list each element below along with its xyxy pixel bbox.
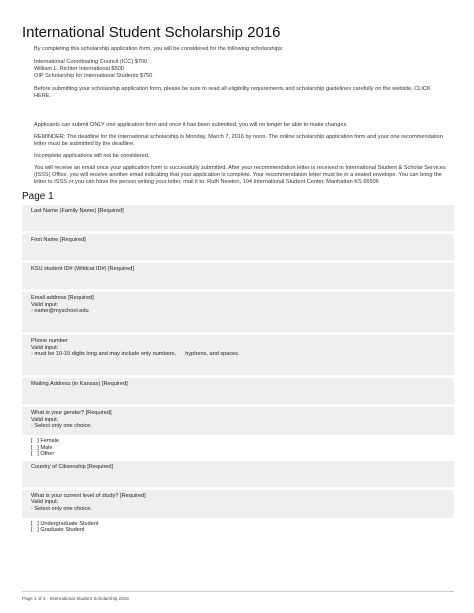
question-last-name[interactable] xyxy=(22,205,454,231)
question-label: Email address [Required] xyxy=(31,295,94,301)
incomplete-note: Incomplete applications will not be considered. xyxy=(34,153,150,159)
guidelines-text: Before submitting your scholarship application form, please be sure to read all eligibility requirements and scholarship guidelines carefully on the website, CLICK HERE. xyxy=(34,86,431,99)
question-mailing-address[interactable] xyxy=(22,378,454,404)
question-study-level[interactable] xyxy=(22,490,454,518)
section-heading: Page 1 xyxy=(22,191,54,202)
question-first-name[interactable] xyxy=(22,234,454,260)
question-email[interactable] xyxy=(22,292,454,332)
option-other[interactable]: [ ] Other xyxy=(31,451,55,458)
scholarship-item: International Coordinating Council (ICC) $700 xyxy=(34,59,148,65)
email-note: You will receive an email once your application form is successfully submitted. After your recommendation letter is received in International Student & Scholar Services (ISSS) Office, you will receive another email indicating that your application is complete. Your recommendation letter must be in a sealed envelope. You can bring the letter to ISSS or you can have the person writing your letter, mail it to: Ruth Newton, 104 International Student Center, Manhattan KS 66506 xyxy=(34,165,446,185)
question-label: Phone number xyxy=(31,338,68,344)
question-ksu-id[interactable] xyxy=(22,263,454,289)
intro-lead: By completing this scholarship application form, you will be considered for the following scholarships: xyxy=(34,46,284,52)
valid-input-label: Valid input: xyxy=(31,499,59,506)
question-phone[interactable] xyxy=(22,335,454,375)
question-label: Mailing Address (in Kansas) [Required] xyxy=(31,381,128,387)
question-citizenship[interactable] xyxy=(22,461,454,487)
question-label: Last Name (Family Name) [Required] xyxy=(31,208,124,214)
valid-input-label: Valid input: xyxy=(31,344,59,351)
question-label: What is your current level of study? [Required] xyxy=(31,492,146,499)
option-undergraduate[interactable]: [ ] Undergraduate Student xyxy=(31,520,99,527)
scholarship-item: OIP Scholarship for International Students $750 xyxy=(34,73,153,79)
only-one-note: Applicants can submit ONLY one application form and once it has been submitted, you will no longer be able to make changes. xyxy=(34,122,348,128)
question-label: Country of Citizenship [Required] xyxy=(31,463,114,470)
question-gender[interactable] xyxy=(22,407,454,435)
valid-input-label: Valid input: xyxy=(31,301,59,308)
option-female[interactable]: [ ] Female xyxy=(31,438,59,444)
valid-input-rule: - name@myschool.edu xyxy=(31,308,89,315)
reminder-note: REMINDER: The deadline for the international scholarship is Monday, March 7, 2016 by noon. The online scholarship application form and your one recommendation letter must be submitted by the deadline. xyxy=(34,134,443,147)
form-page xyxy=(22,24,454,534)
page-title: International Student Scholarship 2016 xyxy=(22,24,281,41)
question-label: First Name [Required] xyxy=(31,237,86,243)
valid-input-rule: - must be 10-15 digits long and may include only numbers, hyphens, and spaces. xyxy=(31,351,240,358)
intro-section xyxy=(34,46,454,186)
valid-input-rule: - Select only one choice. xyxy=(31,423,92,430)
question-label: KSU student ID# (Wildcat ID#) [Required] xyxy=(31,266,134,272)
valid-input-label: Valid input: xyxy=(31,416,59,423)
footer-divider xyxy=(22,591,454,592)
scholarship-item: William L. Richter International $500 xyxy=(34,66,124,72)
question-label: What is your gender? [Required] xyxy=(31,410,112,416)
option-graduate[interactable]: [ ] Graduate Student xyxy=(31,527,85,534)
question-list xyxy=(22,205,454,534)
gender-options xyxy=(22,438,454,458)
page-footer: Page 1 of 3 · International Student Scholarship 2016 xyxy=(22,596,129,601)
valid-input-rule: - Select only one choice. xyxy=(31,505,92,512)
study-options xyxy=(22,521,454,534)
option-male[interactable]: [ ] Male xyxy=(31,444,53,451)
